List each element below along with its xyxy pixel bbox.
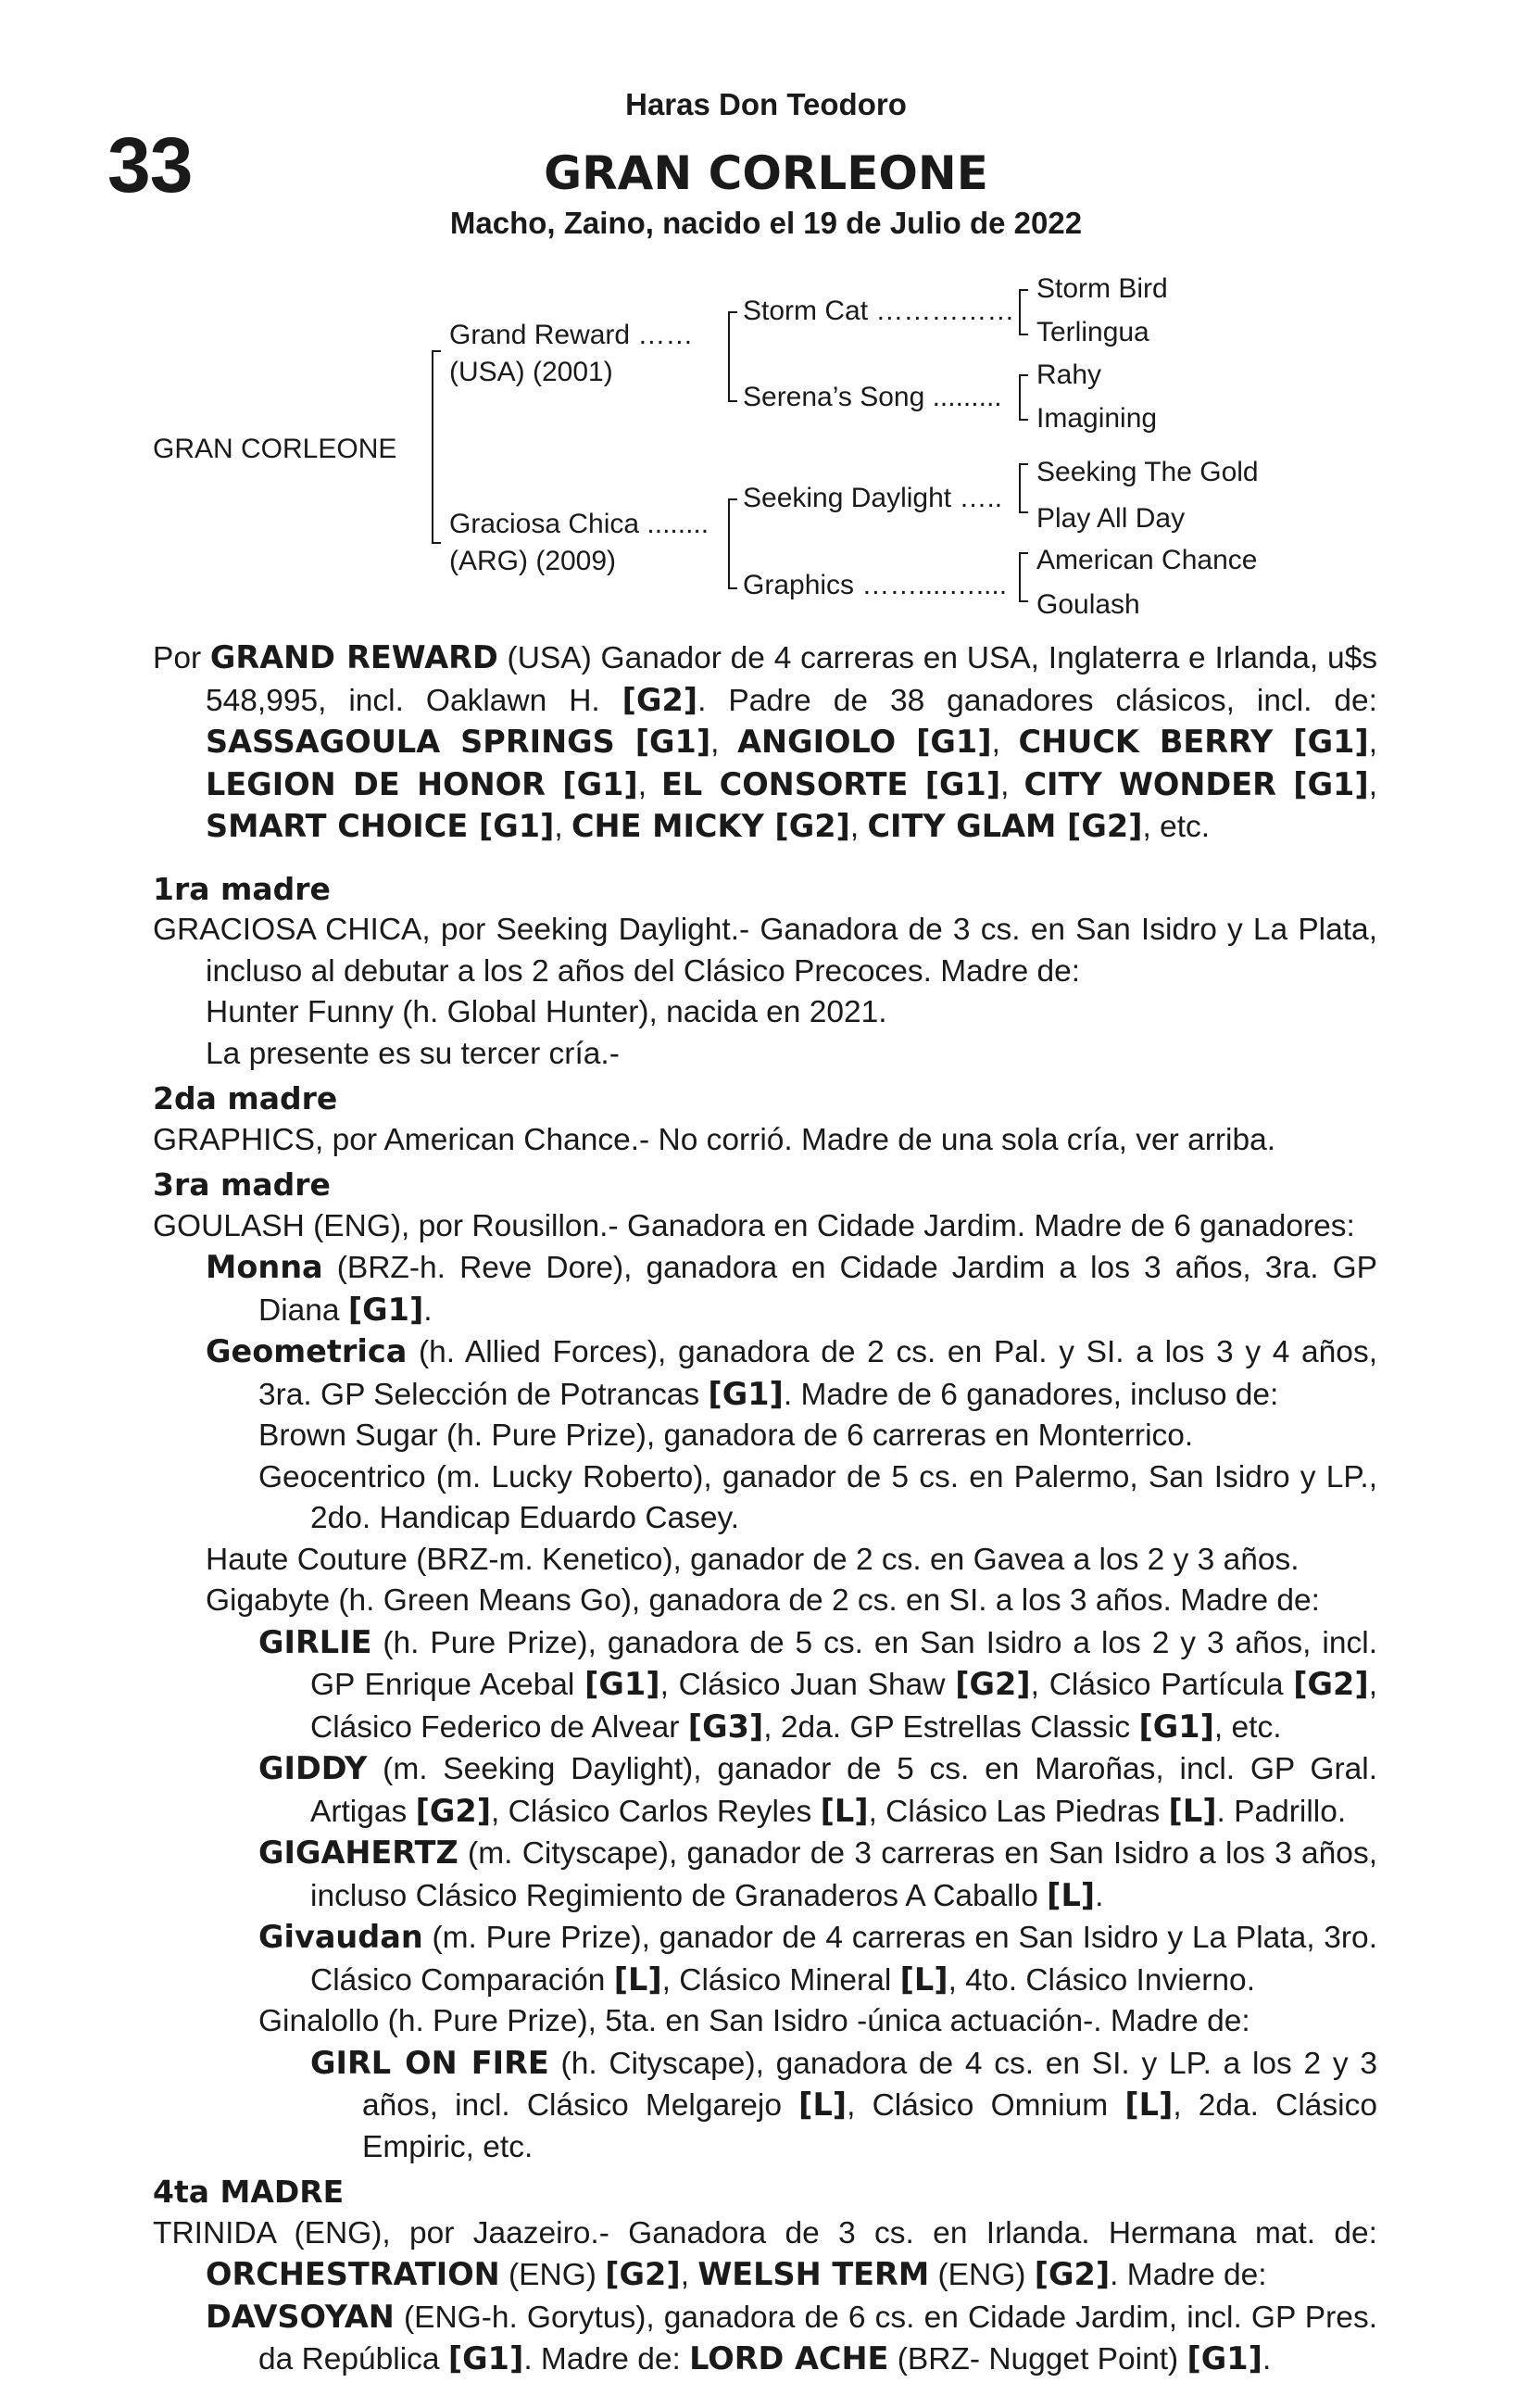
pedigree-g3-6: Play All Day: [1036, 503, 1186, 534]
produce-gigahertz: GIGAHERTZ (m. Cityscape), ganador de 3 carreras en San Isidro a los 3 años, incluso Clásico Regimiento de Granaderos A Caballo [L].: [258, 1834, 1377, 1913]
pedigree-sire-origin: (USA) (2001): [449, 357, 613, 387]
produce-givaudan: Givaudan (m. Pure Prize), ganador de 4 carreras en San Isidro y La Plata, 3ro. Clásico Comparación [L], Clásico Mineral [L], 4to. Clásico Invierno.: [258, 1919, 1377, 1998]
fourth-dam-paragraph: TRINIDA (ENG), por Jaazeiro.- Ganadora de 3 cs. en Irlanda. Hermana mat. de: ORCHESTRATION (ENG) [G2], WELSH TERM (ENG) [G2]. Madre de:: [153, 2215, 1377, 2292]
pedigree-sire-name: Grand Reward ……: [449, 320, 694, 350]
sire-paragraph: Por GRAND REWARD (USA) Ganador de 4 carreras en USA, Inglaterra e Irlanda, u$s 548,995, incl. Oaklawn H. [G2]. Padre de 38 ganadores clásicos, incl. de: SASSAGOULA SPRINGS [G1], ANGIOLO [G1], CHUCK BERRY [G1], LEGION DE HONOR [G1], EL CONSORTE [G1], CITY WONDER [G1], SMART CHOICE [G1], CHE MICKY [G2], CITY GLAM [G2], etc.: [153, 639, 1377, 844]
second-dam-paragraph: GRAPHICS, por American Chance.- No corrió. Madre de una sola cría, ver arriba.: [153, 1122, 1276, 1157]
pedigree-dam-origin: (ARG) (2009): [449, 546, 617, 576]
pedigree-bracket-dam: [728, 498, 737, 589]
pedigree-g3-4: Imagining: [1036, 403, 1158, 434]
fourth-dam-heading: 4ta MADRE: [153, 2174, 345, 2210]
pedigree-dam-sire: Seeking Daylight …..: [743, 483, 1003, 513]
first-dam-produce: Hunter Funny (h. Global Hunter), nacida en 2021.: [206, 995, 887, 1029]
pedigree-dam-name: Graciosa Chica ........: [449, 509, 709, 539]
produce-giddy: GIDDY (m. Seeking Daylight), ganador de 5 cs. en Maroñas, incl. GP Gral. Artigas [G2], Clásico Carlos Reyles [L], Clásico Las Piedras [L]. Padrillo.: [258, 1750, 1377, 1829]
pedigree-bracket-sire: [728, 311, 737, 402]
second-dam-heading: 2da madre: [153, 1080, 338, 1116]
pedigree-sire-dam: Serena’s Song .........: [743, 382, 1002, 412]
pedigree-bracket-g3-2: [1019, 374, 1028, 421]
pedigree-bracket-g3-3: [1019, 463, 1028, 513]
pedigree-subject: GRAN CORLEONE: [153, 434, 397, 464]
produce-girlie: GIRLIE (h. Pure Prize), ganadora de 5 cs. en San Isidro a los 2 y 3 años, incl. GP Enrique Acebal [G1], Clásico Juan Shaw [G2], Clásico Partícula [G2], Clásico Federico de Alvear [G3], 2da. GP Estrellas Classic [G1], etc.: [258, 1623, 1377, 1745]
pedigree-g3-3: Rahy: [1036, 359, 1102, 390]
pedigree-bracket-g3-4: [1019, 552, 1028, 602]
pedigree-g3-8: Goulash: [1036, 589, 1140, 620]
produce-haute-couture: Haute Couture (BRZ-m. Kenetico), ganador de 2 cs. en Gavea a los 2 y 3 años.: [206, 1542, 1300, 1577]
first-dam-note: La presente es su tercer cría.-: [206, 1036, 620, 1071]
consignor-name: Haras Don Teodoro: [625, 87, 907, 121]
produce-geometrica: Geometrica (h. Allied Forces), ganadora de 2 cs. en Pal. y SI. a los 3 y 4 años, 3ra. GP Selección de Potrancas [G1]. Madre de 6 ganadores, incluso de:: [206, 1333, 1377, 1412]
pedigree-g3-7: American Chance: [1036, 545, 1258, 575]
horse-name-title: GRAN CORLEONE: [544, 146, 988, 200]
produce-monna: Monna (BRZ-h. Reve Dore), ganadora en Cidade Jardim a los 3 años, 3ra. GP Diana [G1].: [206, 1249, 1377, 1328]
pedigree-g3-1: Storm Bird: [1036, 273, 1168, 304]
horse-subtitle: Macho, Zaino, nacido el 19 de Julio de 2022: [449, 206, 1083, 240]
catalog-body: [153, 637, 1377, 2381]
first-dam-heading: 1ra madre: [153, 870, 331, 907]
produce-davsoyan: DAVSOYAN (ENG-h. Gorytus), ganadora de 6 cs. en Cidade Jardim, incl. GP Pres. da República [G1]. Madre de: LORD ACHE (BRZ- Nugget Point) [G1].: [206, 2298, 1377, 2376]
first-dam-paragraph: GRACIOSA CHICA, por Seeking Daylight.- Ganadora de 3 cs. en San Isidro y La Plata, incluso al debutar a los 2 años del Clásico Precoces. Madre de:: [153, 913, 1377, 989]
pedigree-bracket-g3-1: [1019, 289, 1028, 335]
pedigree-g3-5: Seeking The Gold: [1036, 457, 1259, 487]
third-dam-intro: GOULASH (ENG), por Rousillon.- Ganadora en Cidade Jardim. Madre de 6 ganadores:: [153, 1208, 1355, 1243]
third-dam-heading: 3ra madre: [153, 1166, 331, 1203]
pedigree-g3-2: Terlingua: [1036, 317, 1149, 347]
pedigree-dam-dam: Graphics ……....…....: [743, 570, 1008, 600]
produce-girl-on-fire: GIRL ON FIRE (h. Cityscape), ganadora de 4 cs. en SI. y LP. a los 2 y 3 años, incl. Clásico Melgarejo [L], Clásico Omnium [L], 2da. Clásico Empiric, etc.: [310, 2044, 1377, 2164]
pedigree-bracket-gen1: [432, 350, 441, 544]
produce-brown-sugar: Brown Sugar (h. Pure Prize), ganadora de 6 carreras en Monterrico.: [258, 1418, 1194, 1453]
produce-ginalollo: Ginalollo (h. Pure Prize), 5ta. en San Isidro -única actuación-. Madre de:: [258, 2004, 1250, 2038]
produce-gigabyte: Gigabyte (h. Green Means Go), ganadora de 2 cs. en SI. a los 3 años. Madre de:: [206, 1583, 1320, 1618]
produce-geocentrico: Geocentrico (m. Lucky Roberto), ganador de 5 cs. en Palermo, San Isidro y LP., 2do. Handicap Eduardo Casey.: [258, 1459, 1377, 1535]
pedigree-sire-sire: Storm Cat ……………: [743, 296, 1015, 326]
lot-number: 33: [107, 121, 193, 208]
